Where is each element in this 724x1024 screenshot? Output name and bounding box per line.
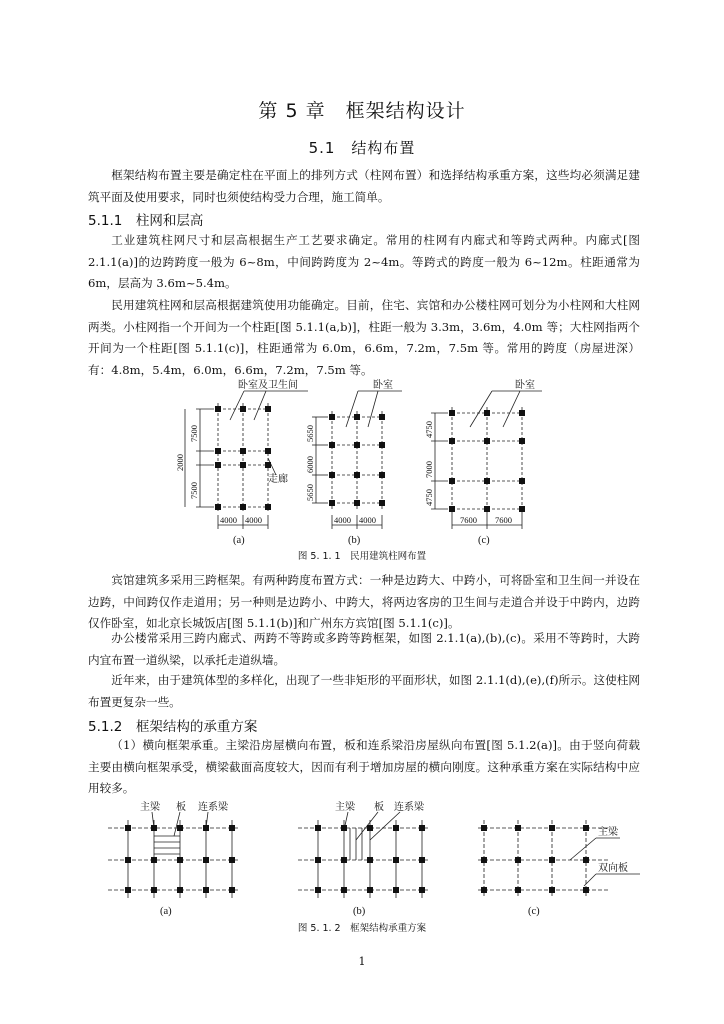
fig2-a-label-tie-beam: 连系梁: [198, 802, 228, 813]
fig1-b-dim-h1: 4000: [334, 515, 351, 525]
paragraph-6: （1）横向框架承重。主梁沿房屋横向布置，板和连系梁沿房屋纵向布置[图 5.1.2(a)]。由于竖向荷载主要由横向框架承受，横梁截面高度较大，因而有利于增加房屋的横向刚度。这种承重方案在实际结构中应用较多。: [88, 738, 640, 795]
intro-paragraph: 框架结构布置主要是确定柱在平面上的排列方式（柱网布置）和选择结构承重方案，这些均必须满足建筑平面及使用要求，同时也须使结构受力合理，施工简单。: [88, 168, 640, 204]
fig1-c-label-top: 卧室: [515, 380, 535, 391]
fig1-c-dim-v2: 7000: [424, 461, 434, 478]
fig2-sub-b: (b): [353, 906, 366, 917]
fig1-a-dim-v1: 7500: [189, 425, 199, 442]
fig2-b-label-main-beam: 主梁: [335, 802, 355, 813]
subsection-title-2: 5.1.2 框架结构的承重方案: [88, 719, 258, 735]
paragraph-2: 民用建筑柱网和层高根据建筑使用功能确定。目前，住宅、宾馆和办公楼柱网可划分为小柱网和大柱网两类。小柱网指一个开间为一个柱距[图 5.1.1(a,b)]，柱距一般为 3.3m，3.6m，4.0m 等；大柱网指两个开间为一个柱距[图 5.1.1(c)]，柱距通常为 6.0m，6.6m，7.2m，7.5m 等。常用的跨度（房屋进深）有：4.8m，5.4m，6.0m，6.6m，7.2m，7.5m 等。: [88, 298, 640, 377]
fig1-b-dim-h2: 4000: [359, 515, 376, 525]
fig1-c-dim-h2: 7600: [495, 515, 512, 525]
fig1-a-dim-v2: 2000: [175, 454, 185, 471]
figure-5-1-1: [170, 375, 550, 547]
fig1-b-label-top: 卧室: [373, 380, 393, 391]
section-title: 5.1 结构布置: [308, 139, 416, 157]
fig2-a-label-main-beam: 主梁: [140, 802, 160, 813]
fig1-c-dim-v1: 4750: [424, 421, 434, 438]
paragraph-5: 近年来，由于建筑体型的多样化，出现了一些非矩形的平面形状，如图 2.1.1(d),(e),(f)所示。这使柱网布置更复杂一些。: [88, 673, 640, 709]
fig2-b-label-tie-beam: 连系梁: [394, 802, 424, 813]
fig2-c-label-main-beam: 主梁: [598, 827, 618, 838]
paragraph-1: 工业建筑柱网尺寸和层高根据生产工艺要求确定。常用的柱网有内廊式和等跨式两种。内廊式[图 2.1.1(a)]的边跨跨度一般为 6~8m，中间跨跨度为 2~4m。等跨式的跨度一般为 6~12m。柱距通常为 6m，层高为 3.6m~5.4m。: [88, 233, 640, 290]
fig1-b-dim-v3: 5650: [305, 484, 315, 501]
fig1-a-label-side: 走廊: [268, 474, 288, 485]
fig1-b-dim-v2: 6000: [305, 456, 315, 473]
fig2-c-label-two-way-slab: 双向板: [598, 863, 628, 874]
paragraph-3: 宾馆建筑多采用三跨框架。有两种跨度布置方式：一种是边跨大、中跨小，可将卧室和卫生间一并设在边跨，中间跨仅作走道用；另一种则是边跨小、中跨大，将两边客房的卫生间与走道合并设于中跨内，边跨仅作卧室，如北京长城饭店[图 5.1.1(b)]和广州东方宾馆[图 5.1.1(c)]。: [88, 573, 640, 630]
fig1-sub-b: (b): [348, 535, 361, 546]
fig1-sub-c: (c): [478, 535, 490, 546]
fig2-sub-a: (a): [160, 906, 172, 917]
paragraph-4: 办公楼常采用三跨内廊式、两跨不等跨或多跨等跨框架，如图 2.1.1(a),(b),(c)。采用不等跨时，大跨内宜布置一道纵梁，以承托走道纵墙。: [88, 631, 640, 667]
chapter-title: 第 5 章 框架结构设计: [258, 100, 466, 122]
fig2-sub-c: (c): [528, 906, 540, 917]
figure-5-1-2-caption: 图 5. 1. 2 框架结构承重方案: [297, 923, 427, 934]
fig1-sub-a: (a): [233, 535, 245, 546]
fig2-b-label-slab: 板: [374, 802, 384, 813]
fig1-b-dim-v1: 5650: [305, 425, 315, 442]
fig1-a-dim-h1: 4000: [220, 515, 237, 525]
page-number: 1: [358, 955, 366, 968]
fig1-a-dim-h2: 4000: [245, 515, 262, 525]
fig1-c-dim-h1: 7600: [460, 515, 477, 525]
fig1-a-dim-v3: 7500: [189, 482, 199, 499]
fig1-a-label-top: 卧室及卫生间: [238, 380, 298, 391]
subsection-title-1: 5.1.1 柱网和层高: [88, 213, 204, 229]
fig2-a-label-slab: 板: [176, 802, 186, 813]
figure-5-1-1-caption: 图 5. 1. 1 民用建筑柱网布置: [297, 551, 427, 562]
figure-5-1-2: [100, 800, 640, 920]
fig1-c-dim-v3: 4750: [424, 489, 434, 506]
